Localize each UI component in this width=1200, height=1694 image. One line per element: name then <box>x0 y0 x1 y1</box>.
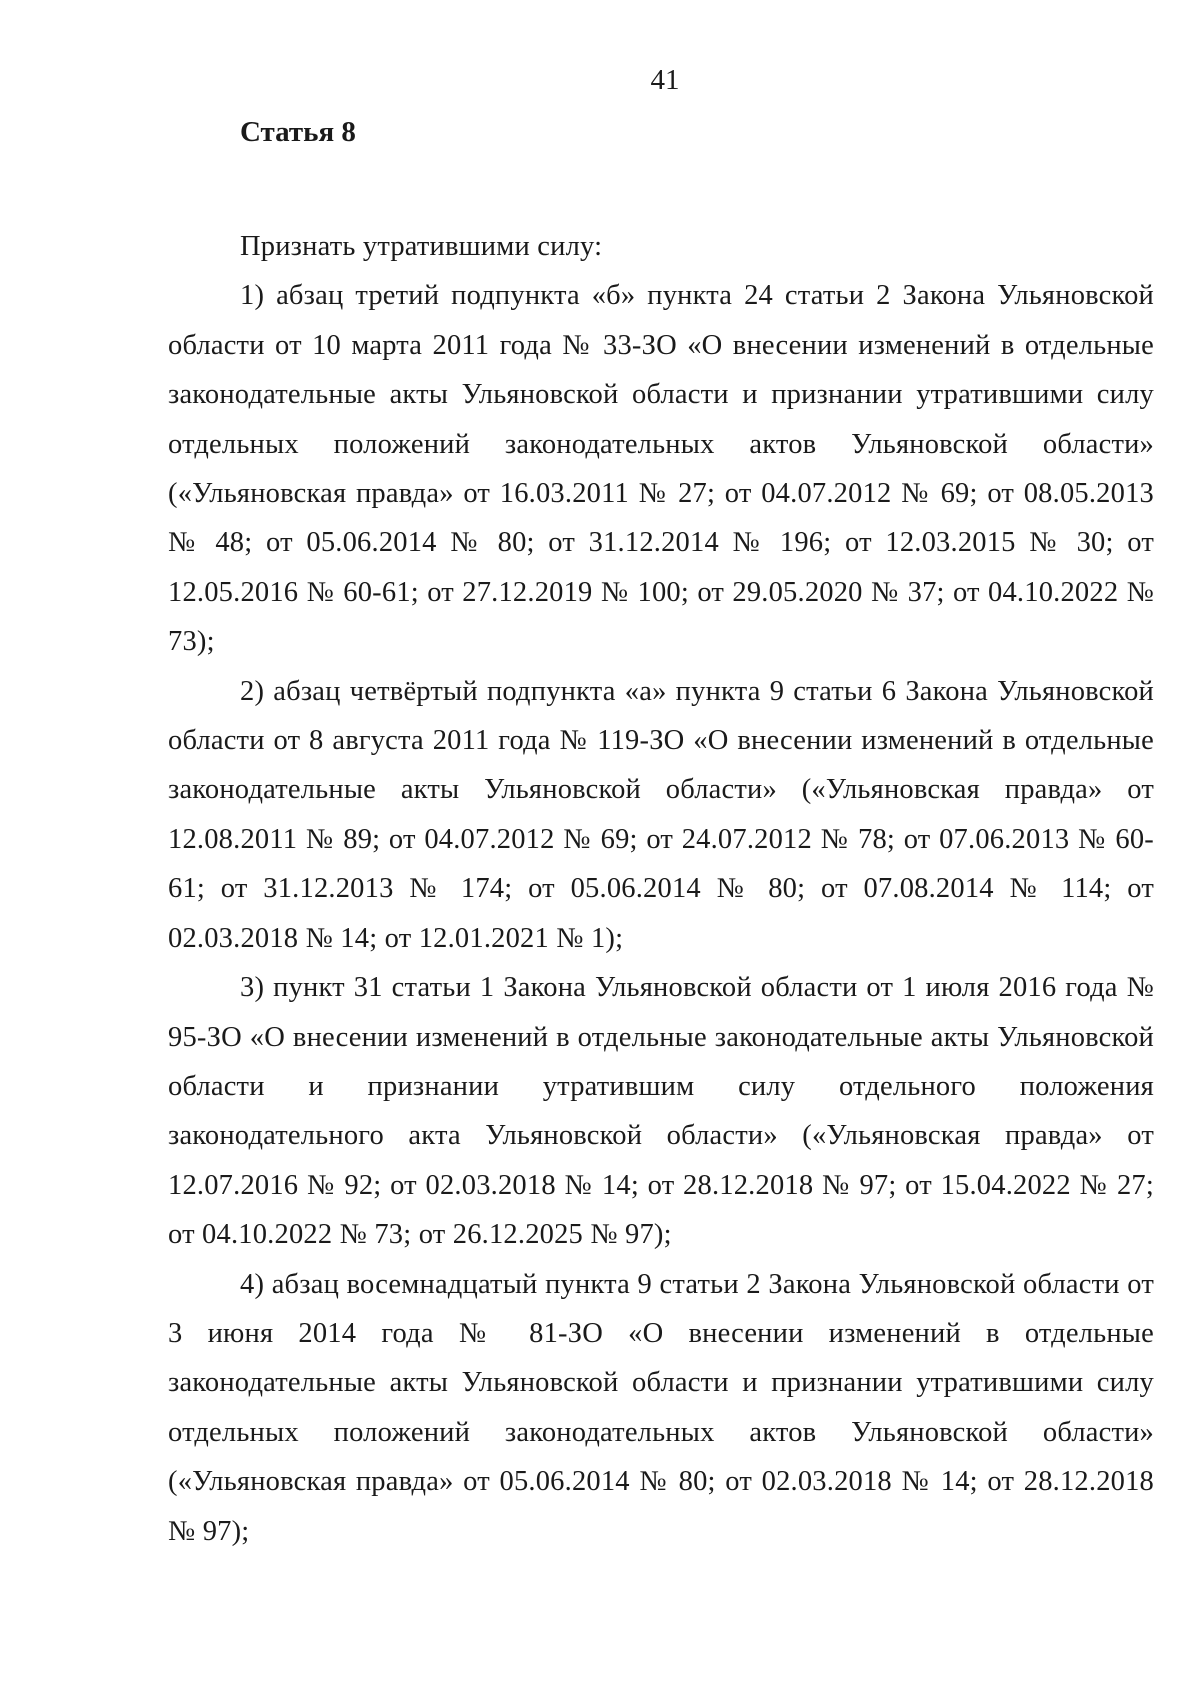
list-item-2: 2) абзац четвёртый подпункта «а» пункта 9 статьи 6 Закона Ульяновской области от 8 августа 2011 года № 119-ЗО «О внесении изменений в отдельные законодательные акты Ульяновской области» («Ульяновская правда» от 12.08.2011 № 89; от 04.07.2012 № 69; от 24.07.2012 № 78; от 07.06.2013 № 60-61; от 31.12.2013 № 174; от 05.06.2014 № 80; от 07.08.2014 № 114; от 02.03.2018 № 14; от 12.01.2021 № 1); <box>168 675 1154 954</box>
page-number: 41 <box>650 64 680 96</box>
list-item-3: 3) пункт 31 статьи 1 Закона Ульяновской области от 1 июля 2016 года № 95-ЗО «О внесении изменений в отдельные законодательные акты Ульяновской области и признании утратившим силу отдельного положения законодательного акта Ульяновской области» («Ульяновская правда» от 12.07.2016 № 92; от 02.03.2018 № 14; от 28.12.2018 № 97; от 15.04.2022 № 27; от 04.10.2022 № 73; от 26.12.2025 № 97); <box>168 972 1154 1251</box>
list-item-1: 1) абзац третий подпункта «б» пункта 24 статьи 2 Закона Ульяновской области от 10 марта 2011 года № 33-ЗО «О внесении изменений в отдельные законодательные акты Ульяновской области и признании утратившими силу отдельных положений законодательных актов Ульяновской области» («Ульяновская правда» от 16.03.2011 № 27; от 04.07.2012 № 69; от 08.05.2013 № 48; от 05.06.2014 № 80; от 31.12.2014 № 196; от 12.03.2015 № 30; от 12.05.2016 № 60-61; от 27.12.2019 № 100; от 29.05.2020 № 37; от 04.10.2022 № 73); <box>168 280 1154 658</box>
list-item-4: 4) абзац восемнадцатый пункта 9 статьи 2 Закона Ульяновской области от 3 июня 2014 года № 81-ЗО «О внесении изменений в отдельные законодательные акты Ульяновской области и признании утратившими силу отдельных положений законодательных актов Ульяновской области» («Ульяновская правда» от 05.06.2014 № 80; от 02.03.2018 № 14; от 28.12.2018 № 97); <box>168 1268 1154 1547</box>
article-title: Статья 8 <box>240 116 356 148</box>
document-body <box>168 222 1154 1556</box>
intro-paragraph: Признать утратившими силу: <box>240 231 603 262</box>
